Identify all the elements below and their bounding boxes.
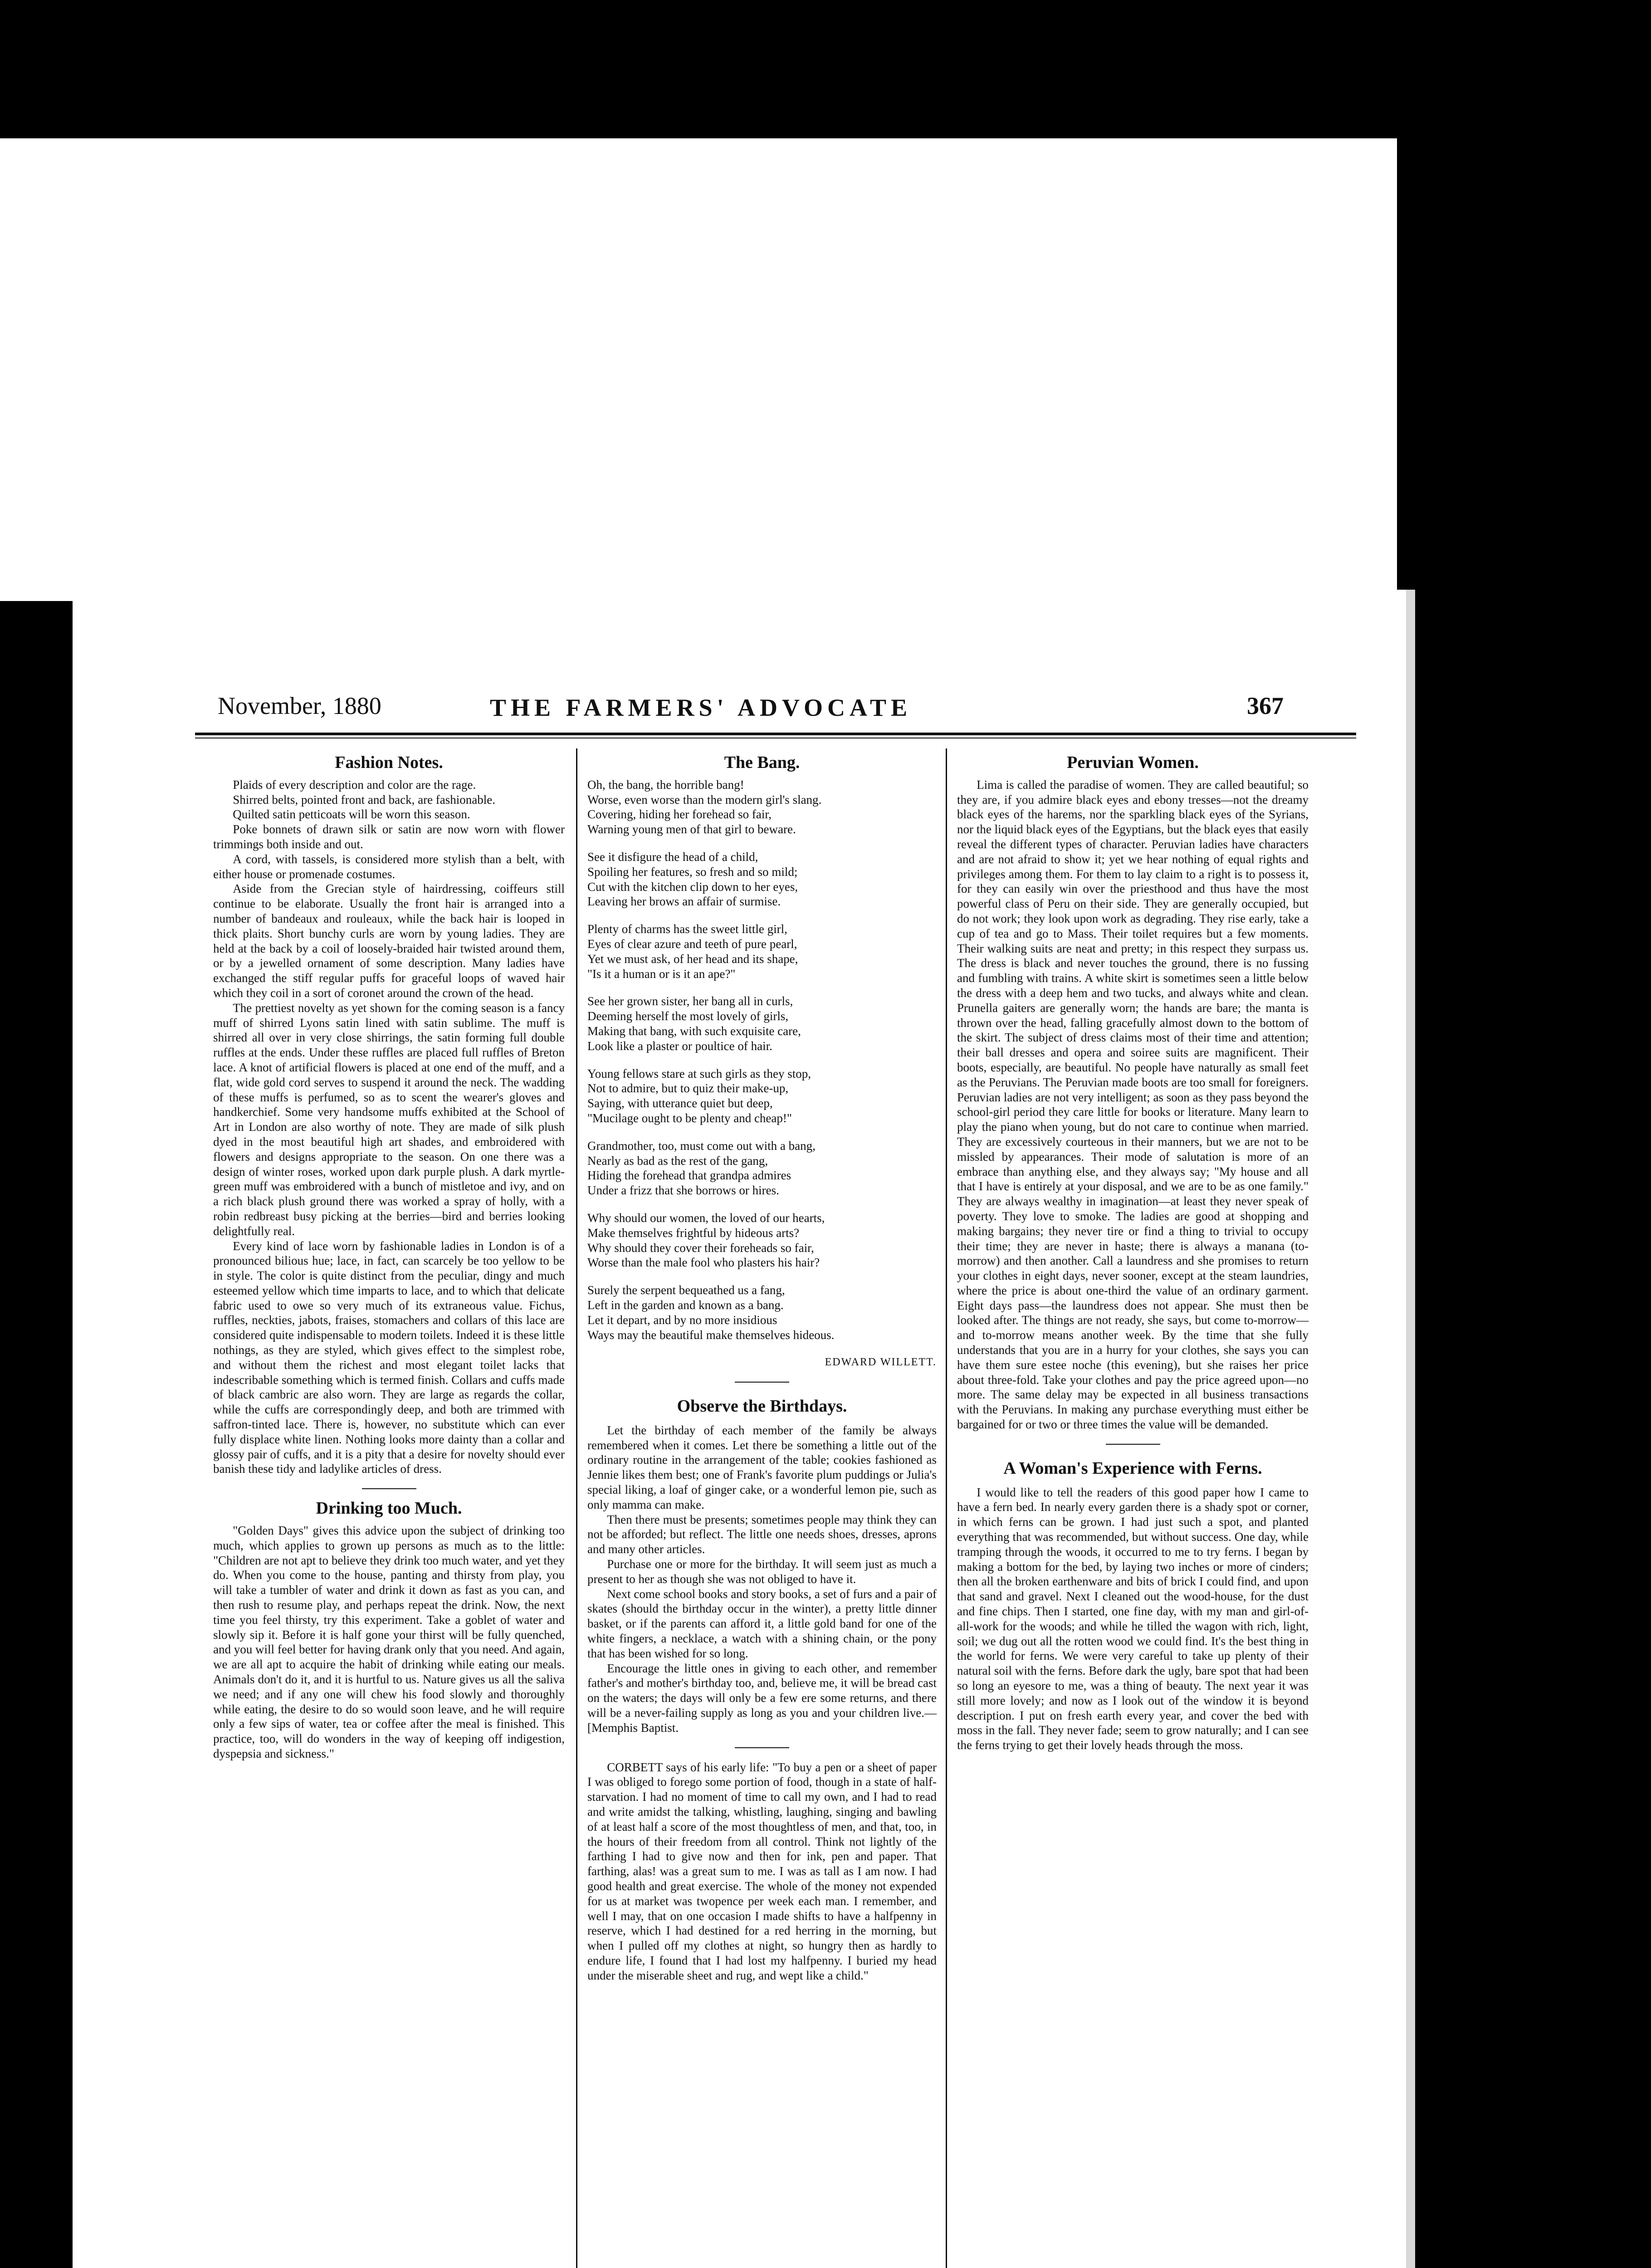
article-title: Drinking too Much. — [316, 1499, 462, 1518]
verse-line: Deeming herself the most lovely of girls, — [587, 1009, 789, 1023]
verse-line: Grandmother, too, must come out with a bang, — [587, 1139, 816, 1153]
paragraph: Poke bonnets of drawn silk or satin are now worn with flower trimmings both inside and out. — [213, 822, 565, 851]
article-fashion-notes — [213, 755, 565, 1476]
article-corbett-early-life — [587, 1760, 937, 1983]
verse-line: Young fellows stare at such girls as they stop, — [587, 1066, 811, 1080]
stanza — [587, 777, 937, 837]
masthead-rule — [195, 733, 1356, 735]
blank-upper-leaf — [0, 138, 1397, 601]
article-title: A Woman's Experience with Ferns. — [1003, 1458, 1262, 1478]
poem-the-bang — [587, 755, 937, 1370]
verse-line: Left in the garden and known as a bang. — [587, 1298, 784, 1312]
verse-line: "Is it a human or is it an ape?" — [587, 967, 736, 981]
column-divider — [576, 748, 577, 2268]
verse-line: Hiding the forehead that grandpa admires — [587, 1168, 791, 1183]
verse-line: Ways may the beautiful make themselves hideous. — [587, 1328, 835, 1342]
paragraph: The prettiest novelty as yet shown for the coming season is a fancy muff of shirred Lyons satin lined with satin sublime. The muff is shirred all over in very close shirrings, the satin forming full double ruffles at the ends. Under these ruffles are placed full ruffles of Breton lace. A knot of artificial flowers is placed at one end of the muff, and a flat, wide gold cord serves to suspend it around the neck. The wadding of these muffs is perfumed, so as to scent the wearer's gloves and handkerchief. Some very handsome muffs exhibited at the School of Art in London are also worthy of note. They are made of silk plush dyed in the most beautiful high art shades, and embroidered with flowers and designs appropriate to the season. On one there was a design of winter roses, worked upon dark purple plush. A dark myrtle-green muff was embroidered with a bunch of mistletoe and ivy, and on a rich black plush ground there was worked a spray of holly, with a robin redbreast busy picking at the berries—bird and berries looking delightfully real. — [213, 1001, 565, 1238]
verse-line: Why should they cover their foreheads so fair, — [587, 1241, 814, 1255]
paragraph: Let the birthday of each member of the family be always remembered when it comes. Let there be something a little out of the ordinary routine in the arrangement of the table; cookies fashioned as Jennie likes them best; one of Frank's favorite plum puddings or Julia's special liking, a loaf of ginger cake, or a wonderful lemon pie, such as only mamma can make. — [587, 1423, 937, 1511]
column-1 — [213, 755, 565, 1761]
page-edge-shadow — [1406, 590, 1415, 2268]
verse-line: Nearly as bad as the rest of the gang, — [587, 1154, 768, 1168]
verse-line: Making that bang, with such exquisite care, — [587, 1024, 801, 1038]
poem-author: EDWARD WILLETT. — [825, 1356, 937, 1369]
verse-line: Leaving her brows an affair of surmise. — [587, 894, 781, 909]
publication-title: THE FARMERS' ADVOCATE — [490, 694, 912, 721]
paragraph: Purchase one or more for the birthday. It will seem just as much a present to her as though she was not obliged to have it. — [587, 1557, 937, 1586]
paragraph: Next come school books and story books, a set of furs and a pair of skates (should the birthday occur in the winter), a pretty little dinner basket, or if the parents can afford it, a little gold band for one of the white fingers, a necklace, a watch with a shining chain, or the pony that has been wished for so long. — [587, 1587, 937, 1660]
stanza — [587, 994, 937, 1053]
article-title: Fashion Notes. — [335, 753, 443, 772]
paragraph: Then there must be presents; sometimes people may think they can not be afforded; but reflect. The little one needs shoes, dresses, aprons and many other articles. — [587, 1512, 937, 1556]
paragraph: Plaids of every description and color are the rage. — [233, 777, 476, 792]
paragraph: A cord, with tassels, is considered more stylish than a belt, with either house or promenade costumes. — [213, 852, 565, 881]
verse-line: Spoiling her features, so fresh and so mild; — [587, 865, 798, 879]
paragraph: Every kind of lace worn by fashionable ladies in London is of a pronounced bilious hue; lace, in fact, can scarcely be too yellow to be in style. The color is quite distinct from the peculiar, dingy and much esteemed yellow which time imparts to lace, and to which that delicate fabric used to owe so very much of its extraneous value. Fichus, ruffles, neckties, jabots, fraises, stomachers and collars of this lace are considered quite indispensable to modern toilets. Indeed it is these little nothings, as they are styled, which gives effect to the simplest robe, and without them the richest and most elegant toilet lacks that indescribable something which is termed finish. Collars and cuffs made of black cambric are also worn. They are large as regards the collar, while the cuffs are correspondingly deep, and both are trimmed with saffron-tinted lace. There is, however, no substitute which can ever fully displace white linen. Nothing looks more dainty than a collar and glossy pair of cuffs, and it is a pity that a desire for novelty should ever banish these tidy and ladylike articles of dress. — [213, 1239, 565, 1476]
paragraph: Shirred belts, pointed front and back, are fashionable. — [233, 792, 495, 807]
page-number: 367 — [1247, 692, 1284, 719]
stanza — [587, 850, 937, 909]
issue-date: November, 1880 — [218, 692, 381, 719]
stanza — [587, 1066, 937, 1126]
verse-line: Cut with the kitchen clip down to her eyes, — [587, 880, 798, 894]
column-divider — [946, 748, 947, 2268]
section-separator — [735, 1747, 789, 1748]
paragraph: Encourage the little ones in giving to each other, and remember father's and mother's birthday too, and, believe me, it will be bread cast on the waters; the days will only be a few ere some returns, and there will be a never-failing supply as long as you and your children live.—[Memphis Baptist. — [587, 1661, 937, 1735]
verse-line: Not to admire, but to quiz their make-up, — [587, 1081, 789, 1095]
verse-line: See it disfigure the head of a child, — [587, 850, 758, 864]
paragraph: "Golden Days" gives this advice upon the subject of drinking too much, which applies to grown up persons as much as to the little: "Children are not apt to believe they drink too much water, and yet they do. When you come to the house, panting and thirsty from play, you will take a tumbler of water and drink it down as fast as you can, and then rush to resume play, and perhaps repeat the drink. Now, the next time you feel thirsty, try this experiment. Take a goblet of water and slowly sip it. Before it is half gone your thirst will be fully quenched, and you will feel better for having drank only that you need. And again, we are all apt to acquire the habit of drinking while eating our meals. Animals don't do it, and it is hurtful to us. Nature gives us all the saliva we need; and if any one will chew his food slowly and thoroughly while eating, the desire to do so would soon leave, and he will require only a few sips of water, tea or coffee after the meal is finished. This practice, too, will do wonders in the way of keeping off indigestion, dyspepsia and sickness." — [213, 1524, 565, 1760]
verse-line: Look like a plaster or poultice of hair. — [587, 1039, 772, 1053]
verse-line: Covering, hiding her forehead so fair, — [587, 807, 772, 821]
article-title: Peruvian Women. — [1067, 753, 1199, 772]
paragraph: Quilted satin petticoats will be worn this season. — [233, 807, 470, 821]
verse-line: Why should our women, the loved of our hearts, — [587, 1211, 825, 1225]
article-title: Observe the Birthdays. — [677, 1397, 847, 1416]
stanza — [587, 1211, 937, 1270]
poem-title: The Bang. — [724, 753, 800, 772]
verse-line: Surely the serpent bequeathed us a fang, — [587, 1283, 785, 1297]
verse-line: Plenty of charms has the sweet little girl, — [587, 922, 787, 936]
verse-line: Under a frizz that she borrows or hires. — [587, 1183, 779, 1198]
masthead — [145, 692, 1288, 719]
stanza — [587, 1283, 937, 1342]
verse-line: Worse, even worse than the modern girl's slang. — [587, 792, 822, 807]
verse-line: Make themselves frightful by hideous arts? — [587, 1226, 800, 1240]
paragraph: CORBETT says of his early life: "To buy a pen or a sheet of paper I was obliged to forego some portion of food, though in a state of half-starvation. I had no moment of time to call my own, and I had to read and write amidst the talking, whistling, laughing, singing and bawling of at least half a score of the most thoughtless of men, and that, too, in the hours of their freedom from all control. Think not lightly of the farthing I had to give now and then for ink, pen and paper. That farthing, alas! was a great sum to me. I was as tall as I am now. I had good health and great exercise. The whole of the money not expended for us at market was twopence per week each man. I remember, and well I may, that on one occasion I made shifts to have a halfpenny in reserve, which I had destined for a red herring in the morning, but when I pulled off my clothes at night, so hungry then as hardly to endure life, I found that I had lost my halfpenny. I buried my head under the miserable sheet and rug, and wept like a child." — [587, 1760, 937, 1982]
verse-line: Eyes of clear azure and teeth of pure pearl, — [587, 937, 797, 951]
section-separator — [1106, 1444, 1160, 1445]
paragraph: Lima is called the paradise of women. They are called beautiful; so they are, if you admire black eyes and ebony tresses—not the dreamy black eyes of the harems, nor the sparkling black eyes of the Syrians, nor the liquid black eyes of the Egyptians, but the black eyes that easily reveal the different types of character. Peruvian ladies have characters and are not afraid to show it; yet we hear nothing of equal rights and privileges among them. For them to lay claim to a right is to possess it, for they can easily win over the priesthood and thus have the most powerful class of Peru on their side. They are generally occupied, but do not work; they look upon work as degrading. They rise early, take a cup of tea and go to Mass. Their toilet requires but a few moments. Their walking suits are neat and pretty; in this respect they surpass us. The dress is black and never touches the ground, there is no fussing and fumbling with trains. A white skirt is sometimes seen a little below the dress with a deep hem and two tucks, and always white and clean. Prunella gaiters are generally worn; the hands are bare; the manta is thrown over the head, falling gracefully almost down to the bottom of the skirt. The subject of dress claims most of their time and attention; their ball dresses and opera and soiree suits are magnificent. Their boots, especially, are beautiful. No people have naturally as small feet as the Peruvians. The Peruvian made boots are too small for foreigners. Peruvian ladies are not very intelligent; as soon as they pass beyond the school-girl period they care little for books or literature. Many learn to play the piano when young, but do not care to continue when married. They are excessively courteous in their manners, but we are not to be missled by appearances. Their mode of salutation is more of an embrace than anything else, and they always say; "My house and all that I have is entirely at your disposal, and we are to be as one family." They are always wealthy in imagination—at least they never speak of poverty. They love to smoke. The ladies are good at shopping and making bargains; they never tire or find a thing to trivial to occupy their time; they are never in haste; there is always a manana (to-morrow) and then another. Call a laundress and she promises to return your clothes in eight days, never sooner, except at the steam laundries, where the price is about one-third the value of an ordinary garment. Eight days pass—the laundress does not appear. She must then be looked after. The things are not ready, she says, but come to-morrow—and to-morrow means another week. By the time that she fully understands that you are in a hurry for your clothes, she says you can have them sure estee noche (this evening), but she raises her price about three-fold. Take your clothes and pay the price agreed upon—no more. The same delay may be expected in all business transactions with the Peruvians. In making any purchase everything must either be bargained for or two or three times the value will be demanded. — [957, 777, 1309, 1432]
article-peruvian-women — [957, 755, 1309, 1432]
verse-line: Saying, with utterance quiet but deep, — [587, 1096, 773, 1110]
stanza — [587, 922, 937, 981]
verse-line: See her grown sister, her bang all in curls, — [587, 994, 793, 1008]
article-drinking-too-much — [213, 1501, 565, 1761]
paragraph: I would like to tell the readers of this good paper how I came to have a fern bed. In nearly every garden there is a shady spot or corner, in which ferns can be grown. I had just such a spot, and planted everything that was recommended, but without success. One day, while tramping through the woods, it occurred to me to try ferns. I began by making a bottom for the bed, by laying two inches or more of cinders; then all the broken earthenware and bits of brick I could find, and upon that sand and gravel. Next I cleaned out the wood-house, for the dust and fine chips. Then I started, one fine day, with my man and girl-of-all-work for the woods; and while he tilled the wagon with rich, light, soil; we dug out all the rotten wood we could find. It's the best thing in the world for ferns. We were very careful to take up plenty of their natural soil with the ferns. Before dark the ugly, bare spot that had been so long an eyesore to me, was a thing of beauty. The next year it was still more lovely; and now as I look out of the window it is beyond description. I put on fresh earth every year, and cover the bed with moss in the fall. They never fade; seem to grow naturally; and I can see the ferns trying to get their lovely heads through the moss. — [957, 1485, 1309, 1752]
column-2 — [587, 755, 937, 1983]
article-womans-experience-with-ferns — [957, 1458, 1309, 1753]
verse-line: Oh, the bang, the horrible bang! — [587, 777, 744, 792]
verse-line: "Mucilage ought to be plenty and cheap!" — [587, 1111, 792, 1125]
stanza — [587, 1139, 937, 1198]
column-3 — [957, 755, 1309, 1753]
paragraph: Aside from the Grecian style of hairdressing, coiffeurs still continue to be elaborate. Usually the front hair is arranged into a number of bandeaux and rouleaux, while the back hair is looped in thick plaits. Short bunchy curls are worn by young ladies. They are held at the back by a coil of loosely-braided hair twisted around them, or by a jewelled ornament of some description. Many ladies have exchanged the stiff regular puffs for graceful loops of waved hair which they coil in a sort of coronet around the crown of the head. — [213, 882, 565, 1000]
verse-line: Warning young men of that girl to beware. — [587, 822, 796, 836]
verse-line: Let it depart, and by no more insidious — [587, 1313, 777, 1327]
article-observe-the-birthdays — [587, 1399, 937, 1735]
section-separator — [362, 1488, 416, 1489]
verse-line: Yet we must ask, of her head and its shape, — [587, 952, 798, 966]
section-separator — [735, 1382, 789, 1383]
verse-line: Worse than the male fool who plasters his hair? — [587, 1256, 820, 1270]
